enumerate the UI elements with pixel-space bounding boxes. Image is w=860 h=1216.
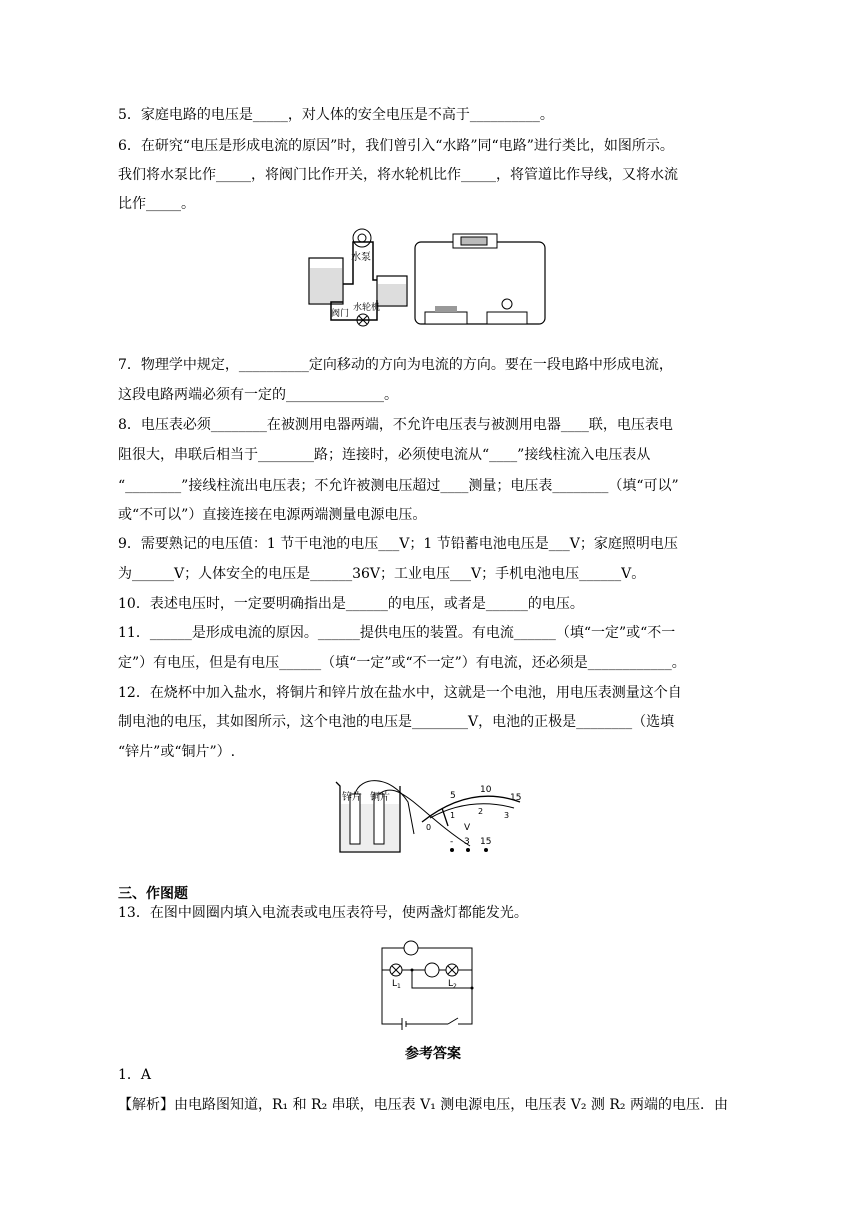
lamp-circuit-figure bbox=[372, 930, 482, 1034]
question-9-line-2: 为______V；人体安全的电压是______36V；工业电压___V；手机电池电压______V。 bbox=[118, 566, 646, 582]
question-11-line-1: 11．______是形成电流的原因。______提供电压的装置。有电流______（填“一定”或“不一 bbox=[118, 625, 676, 641]
question-8-line-4: 或“不可以”）直接连接在电源两端测量电源电压。 bbox=[118, 507, 427, 523]
question-12-line-1: 12．在烧杯中加入盐水，将铜片和锌片放在盐水中，这就是一个电池，用电压表测量这个自 bbox=[118, 685, 682, 701]
lamp-1-label: $L_1$ bbox=[392, 979, 401, 990]
question-13: 13．在图中圆圈内填入电流表或电压表符号，使两盏灯都能发光。 bbox=[118, 905, 528, 921]
question-8-line-1: 8．电压表必须________在被测用电器两端，不允许电压表与被测用电器____联，电压表电 bbox=[118, 417, 673, 433]
terminal-15: 15 bbox=[480, 837, 492, 847]
meter-bottom-0: 0 bbox=[426, 823, 432, 832]
question-6-line-3: 比作_____。 bbox=[118, 196, 195, 212]
meter-top-5: 5 bbox=[450, 791, 456, 801]
question-12-line-3: “锌片”或“铜片”）. bbox=[118, 744, 236, 760]
question-10: 10．表述电压时，一定要明确指出是______的电压，或者是______的电压。 bbox=[118, 596, 584, 612]
pump-label: 水泵 bbox=[351, 252, 371, 263]
question-8-line-3: “________”接线柱流出电压表；不允许被测电压超过____测量；电压表________（填“可以” bbox=[118, 478, 679, 494]
question-6-line-1: 6．在研究“电压是形成电流的原因”时，我们曾引入“水路”同“电路”进行类比，如图所示。 bbox=[118, 138, 674, 154]
battery-voltmeter-figure bbox=[330, 774, 530, 860]
question-11-line-2: 定”）有电压，但是有电压______（填“一定”或“不一定”）有电流，还必须是____________。 bbox=[118, 655, 686, 671]
terminal-minus: - bbox=[450, 837, 454, 847]
answer-1: 1．A bbox=[118, 1067, 152, 1083]
zinc-label: 锌片 bbox=[342, 792, 362, 803]
copper-label: 铜片 bbox=[370, 792, 390, 803]
question-5: 5．家庭电路的电压是_____，对人体的安全电压是不高于__________。 bbox=[118, 107, 554, 123]
question-6-line-2: 我们将水泵比作_____，将阀门比作开关，将水轮机比作_____，将管道比作导线，又将水流 bbox=[118, 167, 678, 183]
meter-v-label: V bbox=[464, 823, 471, 833]
valve-label: 阀门 bbox=[331, 309, 350, 319]
turbine-label: 水轮机 bbox=[353, 303, 381, 313]
section-heading-3: 三、作图题 bbox=[118, 886, 188, 902]
meter-bottom-3: 3 bbox=[504, 811, 510, 820]
terminal-3: 3 bbox=[464, 837, 470, 847]
answer-1-analysis: 【解析】由电路图知道，R₁ 和 R₂ 串联，电压表 V₁ 测电源电压，电压表 V₂ 测 R₂ 两端的电压．由 bbox=[118, 1097, 728, 1113]
question-7-line-1: 7．物理学中规定，__________定向移动的方向为电流的方向。要在一段电路中形成电流， bbox=[118, 357, 673, 373]
meter-top-10: 10 bbox=[480, 785, 492, 795]
meter-bottom-2: 2 bbox=[478, 807, 484, 816]
question-9-line-1: 9．需要熟记的电压值：1 节干电池的电压___V；1 节铅蓄电池电压是___V；家庭照明电压 bbox=[118, 536, 678, 552]
question-12-line-2: 制电池的电压，其如图所示，这个电池的电压是________V，电池的正极是________（选填 bbox=[118, 714, 675, 730]
lamp-2-label: $L_2$ bbox=[448, 979, 457, 990]
question-8-line-2: 阻很大，串联后相当于________路；连接时，必须使电流从“____”接线柱流入电压表从 bbox=[118, 447, 651, 463]
answer-heading: 参考答案 bbox=[405, 1046, 461, 1062]
water-circuit-figure bbox=[303, 224, 553, 338]
question-7-line-2: 这段电路两端必须有一定的______________。 bbox=[118, 387, 398, 403]
meter-top-15: 15 bbox=[510, 793, 522, 803]
meter-bottom-1: 1 bbox=[450, 811, 456, 820]
